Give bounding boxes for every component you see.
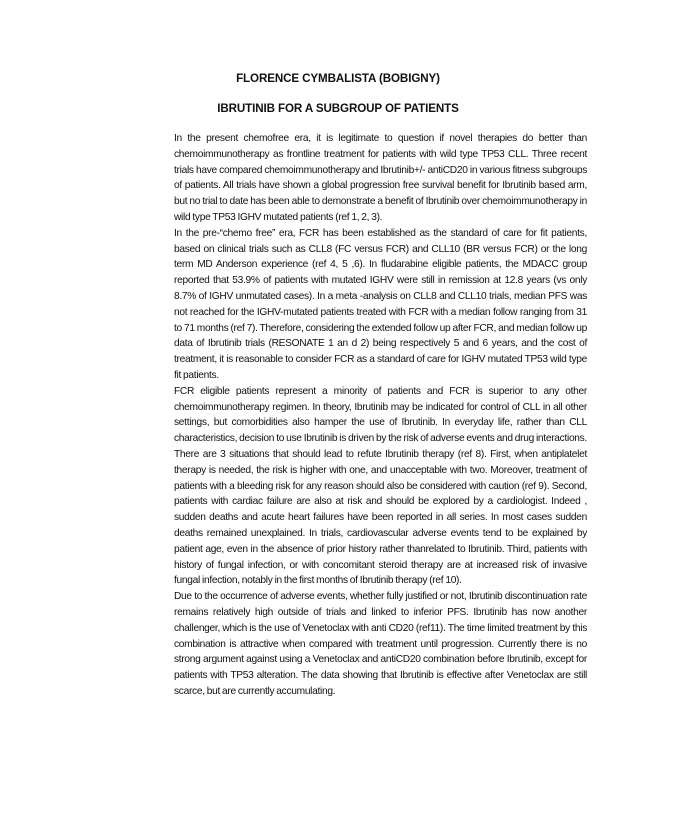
document-body [174,131,587,700]
paragraph: In the pre-“chemo free” era, FCR has been established as the standard of care for fit patients, based on clinical trials such as CLL8 (FC versus FCR) and CLL10 (BR versus FCR) or the long term MD Anderson experience (ref 4, 5 ,6). In fludarabine eligible patients, the MDACC group reported that 53.9% of patients with mutated IGHV were still in remission at 12.8 years (vs only 8.7% of IGHV unmutated cases). In a meta -analysis on CLL8 and CLL10 trials, median PFS was not reached for the IGHV-mutated patients treated with FCR with a median follow ranging from 31 to 71 months (ref 7). Therefore, considering the extended follow up after FCR, and median follow up data of Ibrutinib trials (RESONATE 1 an d 2) being respectively 5 and 6 years, and the cost of treatment, it is reasonable to consider FCR as a standard of care for IGHV mutated TP53 wild type fit patients. [174,227,587,381]
paragraph: FCR eligible patients represent a minority of patients and FCR is superior to any other chemoimmunotherapy regimen. In theory, Ibrutinib may be indicated for control of CLL in all other settings, but comorbidities also hamper the use of Ibrutinib. In everyday life, rather than CLL characteristics, decision to use Ibrutinib is driven by the risk of adverse events and drug interactions. There are 3 situations that should lead to refute Ibrutinib therapy (ref 8). First, when antiplatelet therapy is needed, the risk is higher with one, and unacceptable with two. Moreover, treatment of patients with a bleeding risk for any reason should also be considered with caution (ref 9). Second, patients with cardiac failure are also at risk and should be explored by a cardiologist. Indeed , sudden deaths and acute heart failures have been reported in all series. In most cases sudden deaths remained unexplained. In trials, cardiovascular adverse events tend to be explained by patient age, even in the absence of prior history rather thanrelated to Ibrutinib. Third, patients with history of fungal infection, or with concomitant steroid therapy are at increased risk of invasive fungal infection, notably in the first months of Ibrutinib therapy (ref 10). [174,385,587,587]
paragraph: Due to the occurrence of adverse events, whether fully justified or not, Ibrutinib discontinuation rate remains relatively high outside of trials and linked to inferior PFS. Ibrutinib has now another challenger, which is the use of Venetoclax with anti CD20 (ref11). The time limited treatment by this combination is attractive when compared with treatment until progression. Currently there is no strong argument against using a Venetoclax and antiCD20 combination before Ibrutinib, except for patients with TP53 alteration. The data showing that Ibrutinib is effective after Venetoclax are still scarce, but are currently accumulating. [174,591,587,697]
paragraph: In the present chemofree era, it is legitimate to question if novel therapies do better than chemoimmunotherapy as frontline treatment for patients with wild type TP53 CLL. Three recent trials have compared chemoimmunotherapy and Ibrutinib+/- antiCD20 in various fitness subgroups of patients. All trials have shown a global progression free survival benefit for Ibrutinib based arm, but no trial to date has been able to demonstrate a benefit of Ibrutinib over chemoimmunotherapy in wild type TP53 IGHV mutated patients (ref 1, 2, 3). [174,133,587,223]
author-line: FLORENCE CYMBALISTA (BOBIGNY) [236,72,440,85]
document-title: IBRUTINIB FOR A SUBGROUP OF PATIENTS [217,102,459,115]
